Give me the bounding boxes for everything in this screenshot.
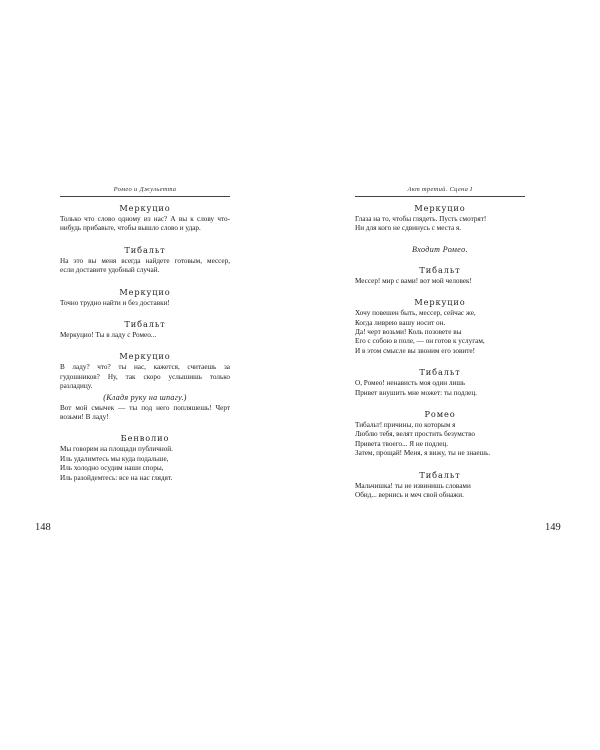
speaker-name: Тибальт: [124, 244, 166, 255]
stage-direction: (Кладя руку на шпагу.): [103, 392, 187, 402]
verse-line: В ладу? что? ты нас, кажется, считаешь за: [60, 363, 230, 372]
running-head-right: Акт третий. Сцена I: [407, 186, 473, 193]
head-rule-right: [355, 196, 525, 197]
verse-line: Привет внушить мне может: ты подлец.: [355, 388, 477, 397]
verse-line: Мы говорим на площади публичной.: [60, 445, 173, 454]
speaker-name: Меркуцио: [119, 203, 171, 213]
verse-line: если доставите удобный случай.: [60, 266, 160, 275]
verse-line: Иль удалимтесь мы куда подальше,: [60, 454, 169, 463]
speaker-name: Тибальт: [419, 264, 461, 275]
verse-line: нибудь прибавьте, чтобы вышло слово и удар.: [60, 224, 201, 233]
speech-block: [355, 470, 525, 501]
verse-line: гудошников? Ну, так скоро услышишь только: [60, 372, 230, 381]
verse-line: Затем, прощай! Меня, я вижу, ты не знаешь.: [355, 449, 491, 458]
stage-direction: Входит Ромео.: [412, 244, 468, 254]
running-head-left: Ромео и Джульетта: [113, 186, 177, 193]
verse-line: Привета твоего... Я не подлец.: [355, 439, 449, 448]
verse-line: О, Ромео! ненависть моя один лишь: [355, 379, 466, 388]
speaker-name: Меркуцио: [119, 351, 171, 362]
verse-line: Меркуцио! Ты в ладу с Ромео...: [60, 331, 157, 340]
verse-line: Люблю тебя, велят простить безумство: [355, 430, 476, 439]
speech-block: [60, 203, 230, 234]
speech-block: [60, 319, 230, 340]
verse-line: Вот мой смычек — ты под него попляшешь! Черт: [60, 403, 230, 412]
verse-line: Только что слово одному из нас? А вы к слову что-: [60, 215, 230, 223]
speaker-name: Тибальт: [419, 469, 461, 480]
verse-line: Мессер! мир с вами! вот мой человек!: [355, 276, 472, 285]
verse-line: Его с собою в поле, — он готов к услугам,: [355, 337, 485, 346]
speaker-name: Меркуцио: [414, 297, 466, 308]
speech-block: [355, 409, 525, 459]
verse-line: Тибальт! причины, по которым я: [355, 421, 456, 430]
verse-line: Да! черт возьми! Коль позовете вы: [355, 328, 462, 337]
verse-line: И в этом смысле вы звоним его зовите!: [355, 346, 475, 355]
verse-line: Хочу повешен быть, мессер, сейчас же,: [355, 309, 476, 318]
speech-block: [60, 351, 230, 422]
speech-block: [355, 297, 525, 356]
speaker-name: Меркуцио: [119, 286, 171, 297]
verse-line: Иль разойдемтесь: все на нас глядят.: [60, 473, 173, 482]
verse-line: возьми! В ладу!: [60, 413, 109, 422]
speech-block: [60, 287, 230, 308]
speaker-name: Меркуцио: [414, 203, 466, 213]
page-number-left: 148: [35, 522, 51, 533]
speech-block: [60, 433, 230, 483]
speech-block: [355, 203, 525, 234]
speech-block: [355, 265, 525, 286]
verse-line: Точно трудно найти и без доставки!: [60, 298, 170, 307]
speech-block: [355, 367, 525, 398]
speaker-name: Тибальт: [419, 367, 461, 378]
verse-line: Иль холодно осудим наши споры,: [60, 464, 164, 473]
verse-line: Ни для кого не сдвинусь с места я.: [355, 224, 462, 233]
verse-line: Глаза на то, чтобы глядеть. Пусть смотрят!: [355, 215, 487, 223]
verse-line: Мальчишка! ты не извинишь словами: [355, 481, 471, 490]
verse-line: Обид... вернись и меч свой обнажи.: [355, 491, 464, 500]
left-page: [60, 186, 230, 494]
verse-line: Когда ливрею вашу носит он.: [355, 318, 446, 327]
right-page: [355, 186, 525, 512]
speaker-name: Ромео: [424, 409, 456, 420]
speech-block: [60, 245, 230, 276]
page-number-right: 149: [545, 522, 561, 533]
speaker-name: Тибальт: [124, 319, 166, 330]
head-rule-left: [60, 196, 230, 197]
verse-line: На это вы меня всегда найдете готовым, мессер,: [60, 256, 230, 265]
speaker-name: Бенволио: [120, 433, 170, 444]
verse-line: разладицу.: [60, 382, 93, 391]
